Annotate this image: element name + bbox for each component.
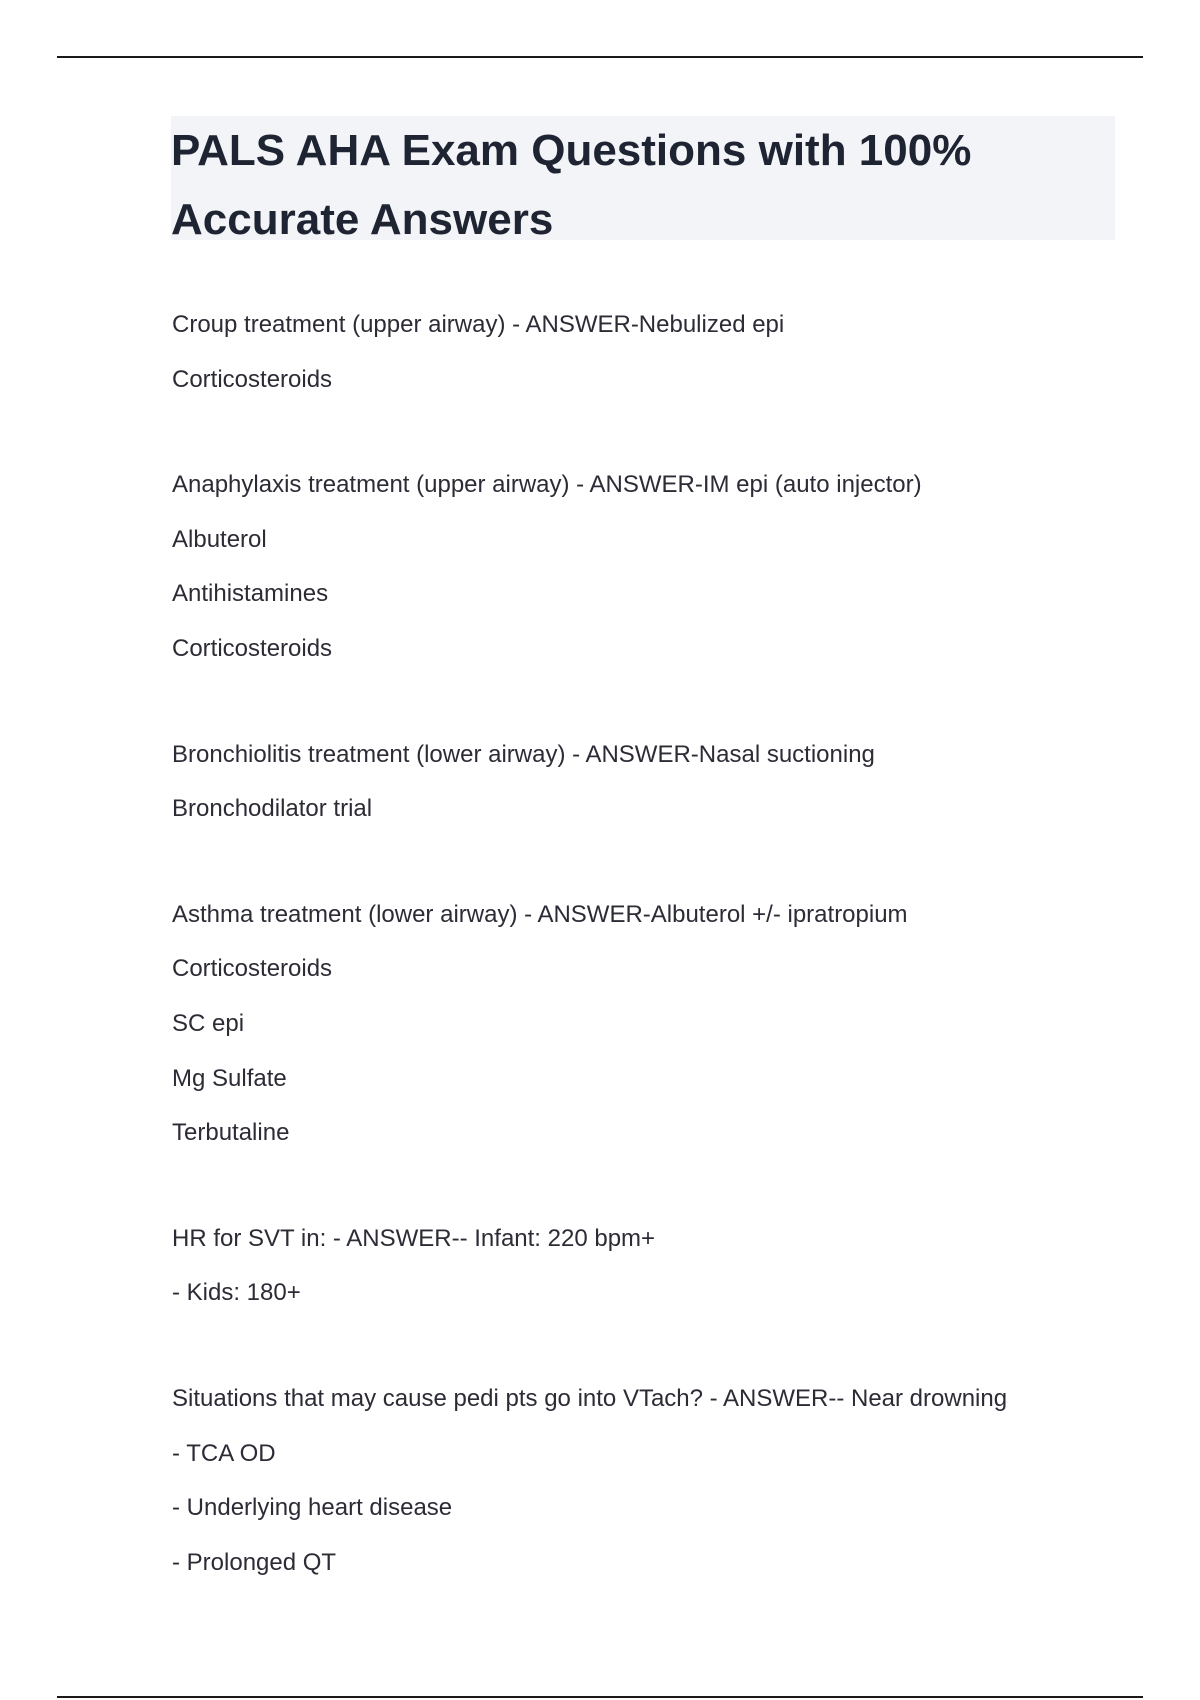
qa-question-line: Bronchiolitis treatment (lower airway) - ANSWER-Nasal suctioning	[172, 740, 875, 768]
qa-answer-line: - Underlying heart disease	[172, 1494, 453, 1522]
qa-question-line: Situations that may cause pedi pts go into VTach? - ANSWER-- Near drowning	[172, 1384, 1008, 1412]
qa-answer-line: - Prolonged QT	[172, 1548, 337, 1576]
document-title: PALS AHA Exam Questions with 100% Accurate Answers	[171, 126, 972, 244]
qa-entry-asthma	[172, 888, 1132, 1161]
qa-entry-anaphylaxis	[172, 458, 1132, 676]
qa-answer-line: Corticosteroids	[172, 365, 333, 393]
qa-answer-line: Antihistamines	[172, 580, 329, 608]
qa-entry-vtach	[172, 1372, 1132, 1590]
qa-question-line: Asthma treatment (lower airway) - ANSWER-Albuterol +/- ipratropium	[172, 900, 908, 928]
qa-answer-line: Mg Sulfate	[172, 1064, 287, 1092]
qa-question-line: HR for SVT in: - ANSWER-- Infant: 220 bpm+	[172, 1224, 656, 1252]
document-body	[172, 298, 1132, 1641]
qa-answer-line: Bronchodilator trial	[172, 795, 373, 823]
qa-answer-line: Corticosteroids	[172, 634, 333, 662]
qa-entry-croup	[172, 298, 1132, 407]
qa-answer-line: Terbutaline	[172, 1119, 290, 1147]
qa-entry-svt-hr	[172, 1212, 1132, 1321]
qa-answer-line: Corticosteroids	[172, 955, 333, 983]
qa-answer-line: - Kids: 180+	[172, 1279, 301, 1307]
qa-answer-line: SC epi	[172, 1009, 245, 1037]
title-block	[171, 116, 1115, 244]
qa-question-line: Anaphylaxis treatment (upper airway) - ANSWER-IM epi (auto injector)	[172, 471, 922, 499]
bottom-rule	[57, 1696, 1143, 1698]
qa-answer-line: - TCA OD	[172, 1439, 276, 1467]
qa-answer-line: Albuterol	[172, 525, 267, 553]
qa-entry-bronchiolitis	[172, 728, 1132, 837]
top-rule	[57, 56, 1143, 58]
qa-question-line: Croup treatment (upper airway) - ANSWER-Nebulized epi	[172, 311, 785, 338]
